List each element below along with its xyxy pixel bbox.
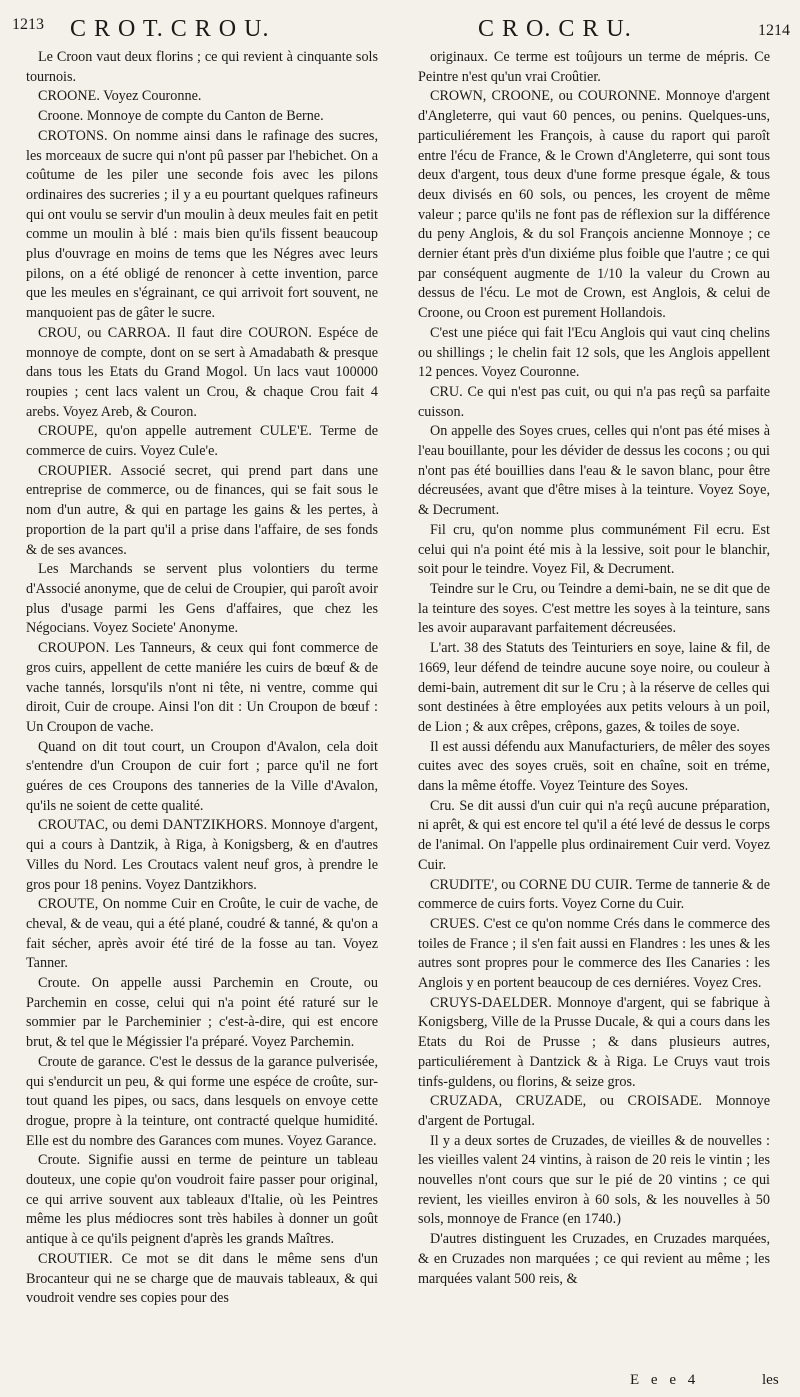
dictionary-entry: Il y a deux sortes de Cruzades, de vieilles & de nouvelles : les vieilles valent 24 vintins, à raison de 20 reis le vintin ; les nouvelles n'ont cours que sur le pié de 20 vintins ; ce qui revient, les vieilles environ à 60 sols, & les nouvelles à 50 sols, monnoye de France (en 1740.) xyxy=(418,1132,770,1228)
dictionary-entry: CRUDITE', ou CORNE DU CUIR. Terme de tannerie & de commerce de cuirs forts. Voyez Corne du Cuir. xyxy=(418,876,770,913)
dictionary-entry: Cru. Se dit aussi d'un cuir qui n'a reçû aucune préparation, ni aprêt, & qui est encore tel qu'il a été levé de dessus le corps de l'animal. On l'appelle plus ordinairement Cuir verd. Voyez Cuir. xyxy=(418,797,770,873)
dictionary-entry: Croute. On appelle aussi Parchemin en Croute, ou Parchemin en cosse, celui qui n'a point été raturé sur le sommier par le Parcheminier ; c'est-à-dire, qui est encore brut, & tel que le Mégissier l'a préparé. Voyez Parchemin. xyxy=(26,975,378,1051)
right-running-title: C R O. C R U. xyxy=(478,16,632,42)
catchword: les xyxy=(762,1372,779,1388)
dictionary-entry: CROUPON. Les Tanneurs, & ceux qui font commerce de gros cuirs, appellent de cette maniére les cuirs de bœuf & de vache tannés, lorsqu'ils n'ont ni tête, ni ventre, comme qui diroit, Cuir de croupe. Ainsi l'on dit : Un Croupon de bœuf : Un Croupon de vache. xyxy=(26,640,378,735)
dictionary-entry: Le Croon vaut deux florins ; ce qui revient à cinquante sols tournois. xyxy=(26,49,378,85)
right-text-column xyxy=(418,48,770,1388)
dictionary-entry: CROU, ou CARROA. Il faut dire COURON. Espéce de monnoye de compte, dont on se sert à Amadabath & presque dans tous les Etats du Grand Mogol. Un lacs vaut 100000 roupies ; cent lacs valent un Crou, & chaque Crou fait 4 arebs. Voyez Areb, & Couron. xyxy=(26,324,378,420)
dictionary-entry: C'est une piéce qui fait l'Ecu Anglois qui vaut cinq chelins ou shillings ; le chelin fait 12 sols, que les Anglois appellent 12 pences. Voyez Couronne. xyxy=(418,324,770,381)
dictionary-entry: originaux. Ce terme est toûjours un terme de mépris. Ce Peintre n'est qu'un vrai Croûtier. xyxy=(418,49,770,85)
dictionary-entry: CRUES. C'est ce qu'on nomme Crés dans le commerce des toiles de France ; il s'en fait aussi en Flandres : les unes & les autres sont propres pour le commerce des Iles Canaries : les Anglois y en portent beaucoup de ces derniéres. Voyez Cres. xyxy=(418,915,770,992)
left-running-title: C R O T. C R O U. xyxy=(70,16,270,42)
dictionary-entry: Teindre sur le Cru, ou Teindre a demi-bain, ne se dit que de la teinture des soyes. C'est mettre les soyes à la teinture, sans les avoir auparavant parfaitement décreusées. xyxy=(418,580,770,637)
dictionary-entry: CROTONS. On nomme ainsi dans le rafinage des sucres, les morceaux de sucre qui n'ont pû passer par l'hebichet. On a coûtume de les piler une seconde fois avec les pilons ordinaires des sucreries ; il y a eu pourtant quelques rafineurs qui ont voulu se servir d'un moulin à deux meules fait en petit comme un moulin à blé : mais bien qu'ils fissent beaucoup plus d'ouvrage en moins de tems que les Négres avec leurs pilons, on a été obligé de renoncer à cette invention, parce que les meules en s'égrainant, ce qui arrivoit fort souvent, ne manquoient pas de gâter le sucre. xyxy=(26,127,378,322)
left-page-number: 1213 xyxy=(12,16,44,33)
dictionary-entry: Croute. Signifie aussi en terme de peinture un tableau douteux, une copie qu'on voudroit faire passer pour original, ce qui arrive souvent aux tableaux d'Italie, où les Peintres même les plus médiocres sont très habiles à donner un goût antique à ce qu'ils peignent d'après les grands Maîtres. xyxy=(26,1152,378,1248)
dictionary-entry: L'art. 38 des Statuts des Teinturiers en soye, laine & fil, de 1669, leur défend de teindre aucune soye noire, ou couleur à demi-bain, autrement dit sur le Cru ; à la réserve de celles qui sont destinées à être employées aux petits velours à un poil, de Lion ; & aux crêpes, crêpons, gazes, & toiles de soye. xyxy=(418,640,770,735)
dictionary-entry: Les Marchands se servent plus volontiers du terme d'Associé anonyme, que de celui de Croupier, qui paroît avoir plus d'usage parmi les Gens d'affaires, que chez les Négocians. Voyez Societe' Anonyme. xyxy=(26,561,378,637)
dictionary-entry: CROUTE, On nomme Cuir en Croûte, le cuir de vache, de cheval, & de veau, qui a été plané, coudré & tanné, & qu'on a fait sécher, après avoir été tiré de la fosse au tan. Voyez Tanner. xyxy=(26,896,378,972)
dictionary-entry: D'autres distinguent les Cruzades, en Cruzades marquées, & en Cruzades non marquées ; ce qui revient au même ; les marquées valant 500 reis, & xyxy=(418,1231,770,1287)
dictionary-entry: CROUPE, qu'on appelle autrement CULE'E. Terme de commerce de cuirs. Voyez Cule'e. xyxy=(26,423,378,460)
signature-mark: E e e 4 xyxy=(630,1372,696,1388)
running-header xyxy=(0,10,800,46)
dictionary-entry: CROUPIER. Associé secret, qui prend part dans une entreprise de commerce, ou de finances, qui se fait sous le nom d'un autre, & qui en partage les gains & les pertes, à proportion de la part qu'il a prise dans l'affaire, de ses fonds & de ses avances. xyxy=(26,462,378,558)
dictionary-entry: On appelle des Soyes crues, celles qui n'ont pas été mises à l'eau bouillante, pour les dévider de dessus les cocons ; ou qui n'ont pas été bouillies dans l'eau & le savon blanc, pour être décreusées, avant que d'être mises à la teinture. Voyez Soye, & Decrument. xyxy=(418,423,770,519)
dictionary-entry: Il est aussi défendu aux Manufacturiers, de mêler des soyes cuites avec des soyes cruës, soit en chaîne, soit en tréme, dans la même étoffe. Voyez Teinture des Soyes. xyxy=(418,738,770,795)
dictionary-entry: CROONE. Voyez Couronne. xyxy=(38,88,202,105)
dictionary-entry: CRU. Ce qui n'est pas cuit, ou qui n'a pas reçû sa parfaite cuisson. xyxy=(418,383,770,420)
dictionary-entry: CROUTAC, ou demi DANTZIKHORS. Monnoye d'argent, qui a cours à Dantzik, à Riga, à Konigsberg, & en d'autres Villes du Nord. Les Croutacs valent neuf gros, à prendre le gros pour 18 penins. Voyez Dantzikhors. xyxy=(26,817,378,893)
dictionary-entry: CROWN, CROONE, ou COURONNE. Monnoye d'argent d'Angleterre, qui vaut 60 pences, ou penins. Quelques-uns, particuliérement les François, à cause du raport qui paroît entre l'écu de France, & le Crown d'Angleterre, qui sont tous deux d'argent, tous deux d'une forme presque égale, & tous deux divisés en 60 sols, ou pences, les croyent de même valeur ; parce qu'ils ne font pas de réflexion sur la différence du peny Anglois, & du sol François ancienne Monnoye ; ce dernier étant près d'un dixiéme plus foible que l'autre ; ce qui par conséquent augmente de 1/10 la valeur du Crown au dessus de l'écu. Le mot de Crown, est Anglois, & celui de Croone, ou Croon est purement Hollandois. xyxy=(418,88,770,322)
dictionary-entry: CRUZADA, CRUZADE, ou CROISADE. Monnoye d'argent de Portugal. xyxy=(418,1093,770,1129)
right-page-number: 1214 xyxy=(758,22,790,39)
dictionary-entry: CROUTIER. Ce mot se dit dans le même sens d'un Brocanteur qui ne se charge que de mauvais tableaux, & qui voudroit vendre ses copies pour des xyxy=(26,1250,378,1307)
dictionary-entry: Croute de garance. C'est le dessus de la garance pulverisée, qui s'endurcit un peu, & qui forme une espéce de croûte, sur-tout quand les pipes, ou sacs, dans lesquels on envoye cette drogue, propre à la teinture, ont contracté quelque humidité. Elle est du nombre des Garances com munes. Voyez Garance. xyxy=(26,1053,378,1149)
dictionary-entry: Croone. Monnoye de compte du Canton de Berne. xyxy=(38,108,324,125)
dictionary-entry: CRUYS-DAELDER. Monnoye d'argent, qui se fabrique à Konigsberg, Ville de la Prusse Ducale, & qui a cours dans les Etats du Roi de Prusse ; & dans plusieurs autres, particuliérement à Dantzick & à Riga. Le Cruys vaut trois tinfs-guldens, ou florins, & seize gros. xyxy=(418,994,770,1090)
dictionary-entry: Quand on dit tout court, un Croupon d'Avalon, cela doit s'entendre d'un Croupon de cuir fort ; parce qu'il ne fort guéres de ces Croupons des tanneries de la Ville d'Avalon, qu'ils ne soient de cette qualité. xyxy=(26,738,378,814)
dictionary-entry: Fil cru, qu'on nomme plus communément Fil ecru. Est celui qui n'a point été mis à la lessive, soit pour le blanchir, soit pour le teindre. Voyez Fil, & Decrument. xyxy=(418,521,770,578)
left-text-column xyxy=(26,48,378,1388)
